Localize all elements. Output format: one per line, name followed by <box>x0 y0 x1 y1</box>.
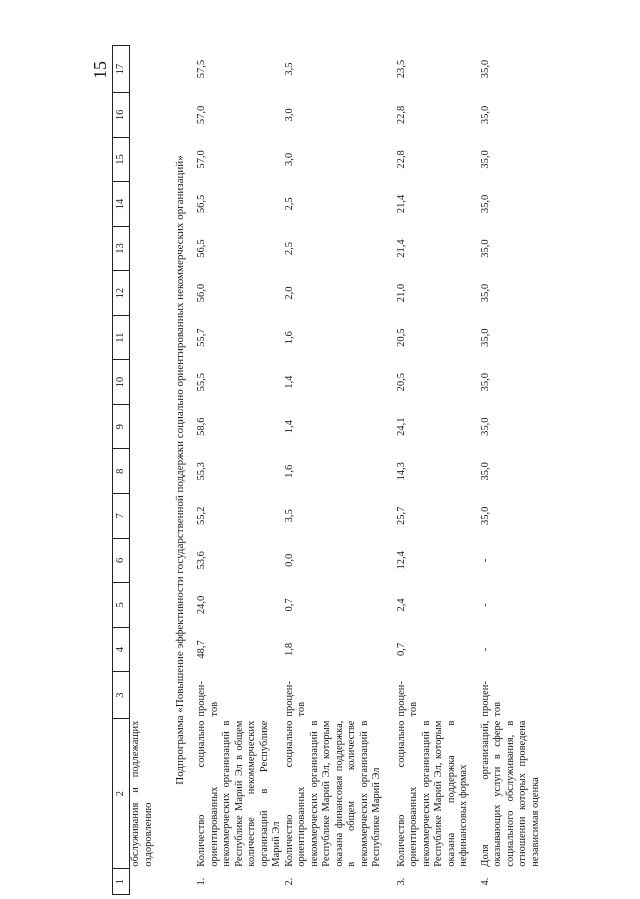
value-cell: 21,0 <box>395 283 407 303</box>
value-cell: 0,7 <box>395 642 407 657</box>
value-cell: 1,8 <box>283 642 295 657</box>
value-cell: 2,4 <box>395 598 407 612</box>
value-cell: 35,0 <box>479 194 491 214</box>
continuation-text: обслуживания и подлежащих оздоровлению <box>130 720 154 867</box>
subprogram-row <box>174 46 196 895</box>
header-cell: 14 <box>113 182 130 227</box>
header-cell: 4 <box>113 627 130 672</box>
header-cell: 3 <box>113 672 130 719</box>
header-cell: 13 <box>113 226 130 271</box>
value-cell: - <box>479 558 491 563</box>
header-row <box>113 46 130 895</box>
value-cell: 55,7 <box>196 328 207 347</box>
header-cell: 6 <box>113 538 130 583</box>
header-cell: 8 <box>113 449 130 494</box>
value-cell: 14,3 <box>395 462 407 481</box>
table-frame <box>112 45 541 895</box>
value-cell: 3,0 <box>283 108 295 122</box>
value-cell: 58,6 <box>196 417 207 436</box>
value-cell: 56,5 <box>196 239 207 258</box>
empty-cell <box>130 869 175 895</box>
value-cell: 22,8 <box>395 150 407 169</box>
value-cell: 1,6 <box>283 331 295 345</box>
value-cell: 57,0 <box>196 105 207 125</box>
value-cell: 24,1 <box>395 417 407 436</box>
value-cell: 23,5 <box>395 59 407 79</box>
value-cell: 21,4 <box>395 239 407 258</box>
value-cell: 53,6 <box>196 551 207 570</box>
value-cell: 35,0 <box>479 506 491 525</box>
value-cell: 55,3 <box>196 462 207 481</box>
value-cell: 0,0 <box>283 553 295 567</box>
value-cell: 1,6 <box>283 464 295 478</box>
table-row <box>480 46 543 895</box>
value-cell: 25,7 <box>395 506 407 525</box>
value-cell: 12,4 <box>395 551 407 570</box>
value-cell: 55,5 <box>196 372 207 392</box>
header-cell: 15 <box>113 137 130 182</box>
value-cell: 57,0 <box>196 150 207 169</box>
header-cell: 11 <box>113 315 130 360</box>
value-cell: 35,0 <box>479 372 491 392</box>
subprogram-title: Подпрограмма «Повышение эффективности государственной поддержки социально ориентированных некоммерческих организаций» <box>174 155 186 785</box>
continuation-row <box>130 46 175 895</box>
value-cell: 35,0 <box>479 239 491 258</box>
value-cell: 22,8 <box>395 105 407 125</box>
value-cell: 1,4 <box>283 375 295 389</box>
value-cell: - <box>479 647 491 652</box>
value-cell: 3,5 <box>283 62 295 76</box>
indicator-name: Доля организаций, оказывающих услуги в сфере социального обслуживания, в отношении которых проведена независимая оценка <box>479 720 541 867</box>
value-cell: 55,2 <box>196 506 207 525</box>
unit-cell: процен-тов <box>395 681 419 717</box>
unit-cell: процен-тов <box>196 681 220 717</box>
value-cell: 35,0 <box>479 462 491 481</box>
indicator-name: Количество социально ориентированных некоммерческих организаций в Республике Марий Эл в общем количестве некоммерческих организаций в Республике Марий Эл <box>196 720 282 867</box>
value-cell: 48,7 <box>196 640 207 659</box>
header-cell: 5 <box>113 583 130 628</box>
header-cell: 2 <box>113 719 130 869</box>
row-number: 4. <box>479 877 491 886</box>
value-cell: 57,5 <box>196 59 207 79</box>
value-cell: - <box>479 603 491 607</box>
table-row <box>284 46 396 895</box>
value-cell: 2,5 <box>283 197 295 211</box>
value-cell: 56,0 <box>196 283 207 303</box>
table-row <box>396 46 480 895</box>
row-number: 2. <box>283 877 295 886</box>
value-cell: 35,0 <box>479 283 491 303</box>
row-number: 3. <box>395 877 407 886</box>
unit-cell: процен-тов <box>479 681 503 717</box>
value-cell: 35,0 <box>479 105 491 125</box>
rotated-table-container <box>112 45 541 895</box>
value-cell: 2,0 <box>283 286 295 300</box>
header-cell: 16 <box>113 93 130 138</box>
empty-cell <box>130 46 175 719</box>
header-cell: 7 <box>113 494 130 539</box>
value-cell: 0,7 <box>283 598 295 612</box>
value-cell: 3,5 <box>283 509 295 523</box>
value-cell: 3,0 <box>283 152 295 166</box>
value-cell: 20,5 <box>395 372 407 392</box>
value-cell: 20,5 <box>395 328 407 347</box>
value-cell: 35,0 <box>479 150 491 169</box>
table-row <box>196 46 284 895</box>
value-cell: 56,5 <box>196 194 207 214</box>
header-cell: 17 <box>113 46 130 93</box>
value-cell: 35,0 <box>479 417 491 436</box>
indicator-name: Количество социально ориентированных некоммерческих организаций в Республике Марий Эл, которым оказана финансовая поддержка, в общем количестве некоммерческих организаций в Республике Марий Эл <box>283 720 382 867</box>
row-number: 1. <box>196 877 207 886</box>
page-number: 15 <box>89 61 110 79</box>
indicator-name: Количество социально ориентированных некоммерческих организаций в Республике Марий Эл, которым оказана поддержка в нефинансовых формах <box>395 720 469 867</box>
value-cell: 21,4 <box>395 194 407 214</box>
indicators-table <box>112 45 542 895</box>
value-cell: 35,0 <box>479 328 491 347</box>
header-cell: 12 <box>113 271 130 316</box>
value-cell: 24,0 <box>196 595 207 615</box>
value-cell: 2,5 <box>283 241 295 256</box>
header-cell: 1 <box>113 869 130 895</box>
unit-cell: процен-тов <box>283 681 307 717</box>
header-cell: 9 <box>113 404 130 449</box>
header-cell: 10 <box>113 360 130 405</box>
value-cell: 35,0 <box>479 59 491 79</box>
value-cell: 1,4 <box>283 420 295 434</box>
